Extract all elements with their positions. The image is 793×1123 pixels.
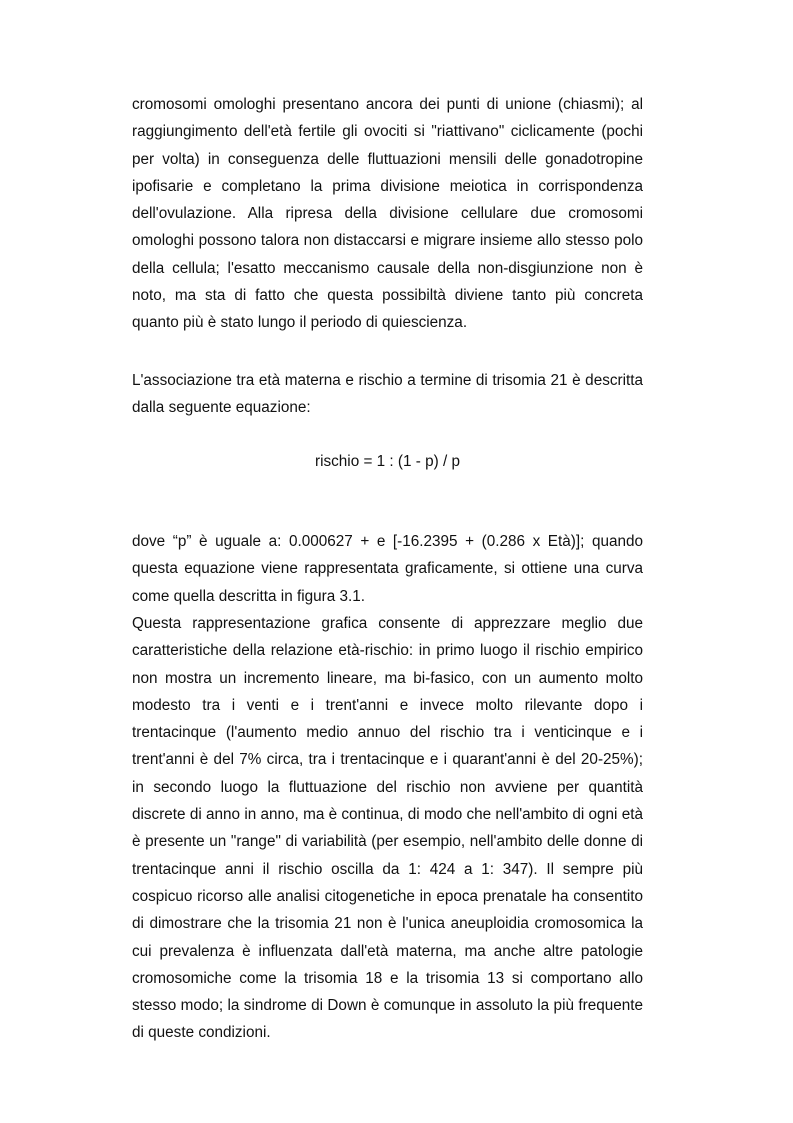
risk-equation: rischio = 1 : (1 - p) / p <box>315 453 460 470</box>
paragraph-equation-intro: L'associazione tra età materna e rischio a termine di trisomia 21 è descritta dalla seguente equazione: <box>132 372 643 417</box>
paragraph-nondisjunction: cromosomi omologhi presentano ancora dei punti di unione (chiasmi); al raggiungimento dell'età fertile gli ovociti si "riattivano" ciclicamente (pochi per volta) in conseguenza delle fluttuazioni mensili delle gonadotropine ipofisarie e completano la prima divisione meiotica in corrispondenza dell'ovulazione. Alla ripresa della divisione cellulare due cromosomi omologhi possono talora non distaccarsi e migrare insieme allo stesso polo della cellula; l'esatto meccanismo causale della non-disgiunzione non è noto, ma sta di fatto che questa possibiltà diviene tanto più concreta quanto più è stato lungo il periodo di quiescienza. <box>132 96 643 332</box>
paragraph-risk-characteristics: Questa rappresentazione grafica consente di apprezzare meglio due caratteristiche della relazione età-rischio: in primo luogo il rischio empirico non mostra un incremento lineare, ma bi-fasico, con un aumento molto modesto tra i venti e i trent'anni e invece molto rilevante dopo i trentacinque (l'aumento medio annuo del rischio tra i venticinque e i trent'anni è del 7% circa, tra i trentacinque e i quarant'anni è del 20-25%); in secondo luogo la fluttuazione del rischio non avviene per quantità discrete di anno in anno, ma è continua, di modo che nell'ambito di ogni età è presente un "range" di variabilità (per esempio, nell'ambito delle donne di trentacinque anni il rischio oscilla da 1: 424 a 1: 347). Il sempre più cospicuo ricorso alle analisi citogenetiche in epoca prenatale ha consentito di dimostrare che la trisomia 21 non è l'unica aneuploidia cromosomica la cui prevalenza è influenzata dall'età materna, ma anche altre patologie cromosomiche come la trisomia 18 e la trisomia 13 si comportano allo stesso modo; la sindrome di Down è comunque in assoluto la più frequente di queste condizioni. <box>132 615 643 1042</box>
paragraph-equation-definition: dove “p” è uguale a: 0.000627 + e [-16.2395 + (0.286 x Età)]; quando questa equazione viene rappresentata graficamente, si ottiene una curva come quella descritta in figura 3.1. <box>132 533 643 605</box>
